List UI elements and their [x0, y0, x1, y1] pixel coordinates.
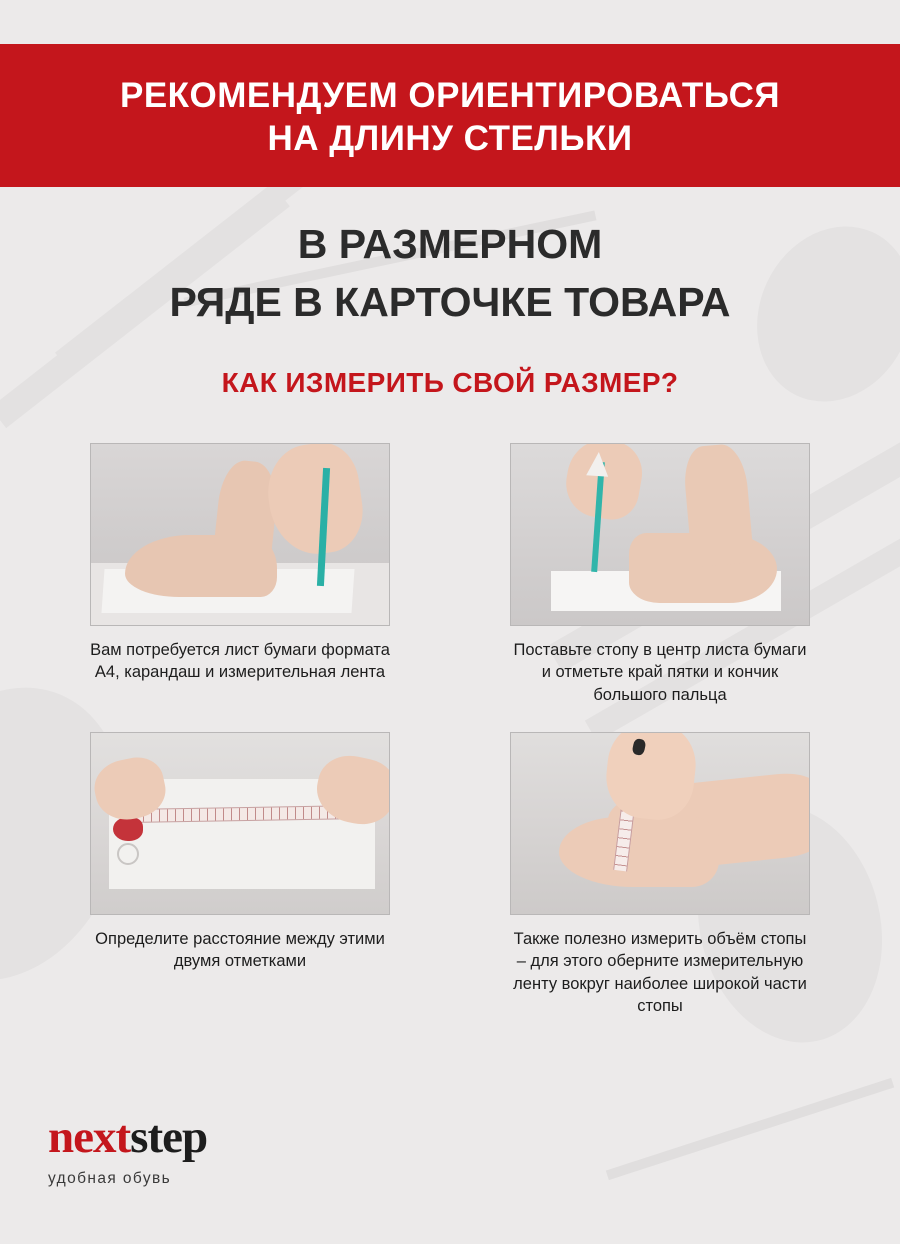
- steps-grid: [80, 443, 820, 1017]
- logo-step-text: step: [130, 1111, 208, 1163]
- logo-wordmark: [48, 1111, 208, 1163]
- subtitle-block: [0, 215, 900, 331]
- banner-line-1: РЕКОМЕНДУЕМ ОРИЕНТИРОВАТЬСЯ: [119, 76, 781, 115]
- foot-with-pencil-photo: [90, 443, 390, 626]
- step-caption: Определите расстояние между этими двумя отметками: [95, 930, 385, 971]
- question-heading: КАК ИЗМЕРИТЬ СВОЙ РАЗМЕР?: [221, 367, 679, 399]
- step-item: [90, 443, 390, 706]
- step-caption: Также полезно измерить объём стопы – для этого оберните измерительную ленту вокруг наиболее широкой части стопы: [513, 930, 807, 1015]
- foot-on-paper-marking-photo: [510, 443, 810, 626]
- pencil-tip-shape: [586, 451, 610, 476]
- banner-line-2: НА ДЛИНУ СТЕЛЬКИ: [267, 119, 633, 159]
- logo-tagline: удобная обувь: [48, 1170, 172, 1187]
- tape-around-foot-photo: [510, 732, 810, 915]
- hand-shape: [262, 443, 368, 560]
- brand-logo: [48, 1111, 208, 1188]
- step-caption: Поставьте стопу в центр листа бумаги и отметьте край пятки и кончик большого пальца: [513, 641, 807, 704]
- subtitle-line-2: РЯДЕ В КАРТОЧКЕ ТОВАРА: [169, 279, 731, 325]
- step-caption: Вам потребуется лист бумаги формата А4, карандаш и измерительная лента: [90, 641, 390, 682]
- tape-spool-shape: [113, 817, 143, 841]
- header-banner: [0, 44, 900, 187]
- step-item: [510, 732, 810, 1017]
- tape-ring-shape: [117, 843, 139, 865]
- step-item: [90, 732, 390, 1017]
- foot-shape: [559, 817, 719, 887]
- logo-next-text: next: [48, 1111, 131, 1163]
- subtitle-line-1: В РАЗМЕРНОМ: [297, 220, 603, 267]
- measuring-tape-on-paper-photo: [90, 732, 390, 915]
- step-item: [510, 443, 810, 706]
- background-line: [606, 1078, 894, 1180]
- leg-shape: [682, 443, 754, 567]
